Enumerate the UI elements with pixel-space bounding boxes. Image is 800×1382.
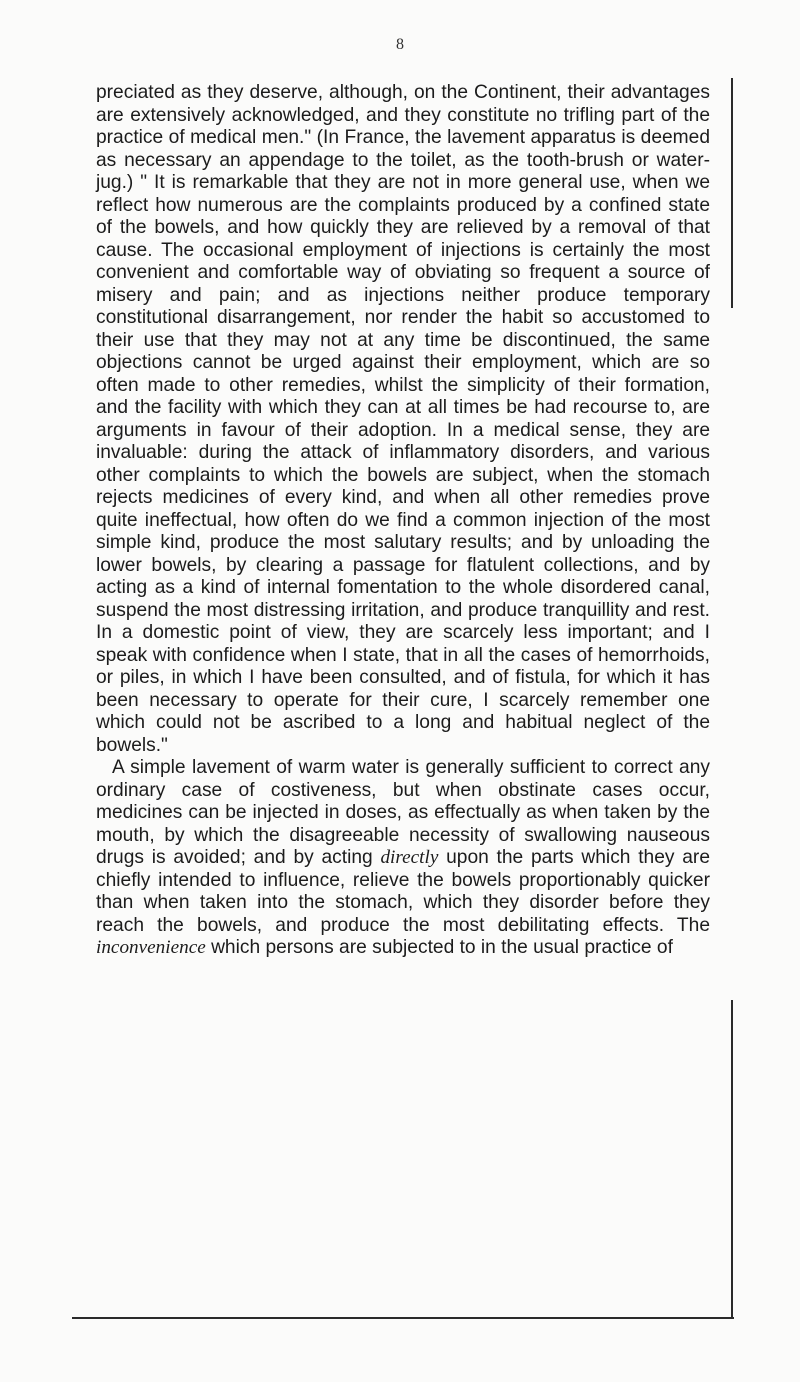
text-run: upon the parts which they are chiefly intended to influence, relieve the bowels proportionably quicker than when taken into the stomach, which they disorder before they reach the bowels, and produce the most debilitating effects. The <box>96 847 710 936</box>
italic-text: directly <box>380 847 439 868</box>
right-margin-rule <box>731 78 733 308</box>
paragraph <box>96 82 710 757</box>
page-number: 8 <box>396 36 404 53</box>
text-run: preciated as they deserve, although, on the Continent, their advantages are extensively acknowledged, and they constitute no trifling part of the practice of medical men." (In France, the lavement apparatus is deemed as necessary an appendage to the toilet, as the tooth-brush or water-jug.) " It is remarkable that they are not in more general use, when we reflect how numerous are the complaints produced by a confined state of the bowels, and how quickly they are relieved by a removal of that cause. The occasional employment of injections is certainly the most convenient and comfortable way of obviating so frequent a source of misery and pain; and as injections neither produce temporary constitutional disarrangement, nor render the habit so accustomed to their use that they may not at any time be discontinued, the same objections cannot be urged against their employment, which are so often made to other remedies, whilst the simplicity of their formation, and the facility with which they can at all times be had recourse to, are arguments in favour of their adoption. In a medical sense, they are invaluable: during the attack of inflammatory disorders, and various other complaints to which the bowels are subject, when the stomach rejects medicines of every kind, and when all other remedies prove quite ineffectual, how often do we find a common injection of the most simple kind, produce the most salutary results; and by unloading the lower bowels, by clearing a passage for flatulent collections, and by acting as a kind of internal fomentation to the whole disordered canal, suspend the most distressing irritation, and produce tranquillity and rest. In a domestic point of view, they are scarcely less important; and I speak with confidence when I state, that in all the cases of hemorrhoids, or piles, in which I have been consulted, and of fistula, for which it has been necessary to operate for their cure, I scarcely remember one which could not be ascribed to a long and habitual neglect of the bowels." <box>96 82 710 756</box>
text-run: A simple lavement of warm water is generally sufficient to correct any ordinary case of costiveness, but when obstinate cases occur, medicines can be injected in doses, as effectually as when taken by the mouth, by which the disagreeable necessity of swallowing nauseous drugs is avoided; and by acting <box>96 757 710 868</box>
italic-text: inconvenience <box>96 937 206 958</box>
text-run: which persons are subjected to in the usual practice of <box>205 937 673 958</box>
paragraph <box>96 757 710 960</box>
body-text <box>96 82 710 960</box>
bottom-rule <box>72 1317 734 1319</box>
right-margin-rule-lower <box>731 1000 733 1318</box>
